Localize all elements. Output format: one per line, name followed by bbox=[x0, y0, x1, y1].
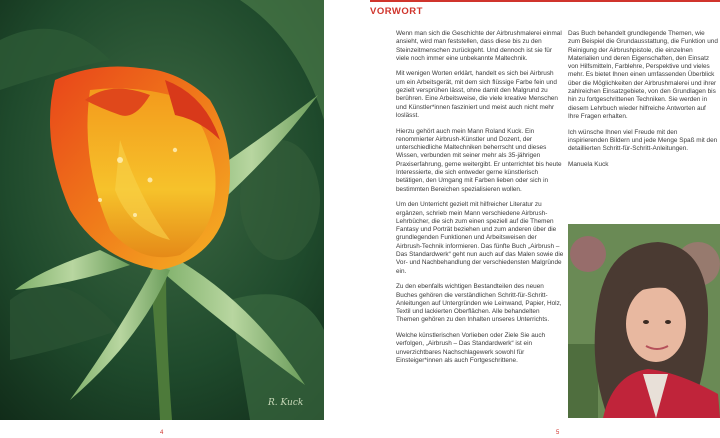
right-page bbox=[360, 0, 720, 438]
paragraph: Hierzu gehört auch mein Mann Roland Kuck. Ein renommierter Airbrush-Künstler und Dozent, der unterschiedliche Maltechniken beherrscht und dieses Wissen, verbunden mit seiner mehr als 35-jährigen Praxiserfahrung, gerne weitergibt. Er unterrichtet bis heute Interessierte, die sich entweder gerne künstlerisch betätigen, den Umgang mit Farben lieben oder sich in bestimmten Bereichen spezialisieren wollen. bbox=[396, 127, 562, 193]
rose-painting bbox=[0, 0, 324, 420]
paragraph: Welche künstlerischen Vorlieben oder Ziele Sie auch verfolgen, „Airbrush – Das Standardwerk“ ist ein unverzichtbares Nachschlagewerk sowohl für Einsteiger*innen als auch Fortgeschrittene. bbox=[396, 331, 546, 364]
author-portrait-image bbox=[568, 224, 720, 418]
author-signature: Manuela Kuck bbox=[568, 160, 609, 168]
text-column-1 bbox=[396, 30, 564, 372]
painting-signature: R. Kuck bbox=[268, 398, 304, 408]
paragraph: Das Buch behandelt grundlegende Themen, wie zum Beispiel die Grundausstattung, die Funktion und Reinigung der Airbrushpistole, die einzelnen Materialien und deren Eigenschaften, den Einsatz von Hilfsmitteln, Farblehre, Perspektive und vieles mehr. Es bietet Ihnen einen umfassenden Überblick über die Möglichkeiten der Airbrushmalerei und ihrer zahlreichen Einsatzgebiete, von den Grundlagen bis hin zu fortgeschrittenen Techniken. Sie werden in diesem Lehrbuch wieder hilfreiche Antworten auf Ihre Fragen erhalten. bbox=[568, 30, 718, 120]
rose-painting-image bbox=[0, 0, 324, 420]
page-title: VORWORT bbox=[370, 6, 423, 17]
page-number-left: 4 bbox=[160, 430, 164, 436]
paragraph: Um den Unterricht gezielt mit hilfreicher Literatur zu ergänzen, schrieb mein Mann verschiedene Airbrush-Lehrbücher, die sich zum einen speziell auf die Themen Fantasy und Porträt beziehen und zum anderen über die grundlegenden Funktionen und Arbeitsweisen der Airbrush-Technik informieren. Das fünfte Buch „Airbrush – Das Standardwerk“ geht nun auch auf das Malen sowie die Vor- und Nachbehandlung der verschiedensten Malgründe ein. bbox=[396, 201, 564, 275]
author-portrait bbox=[568, 224, 720, 418]
paragraph: Ich wünsche Ihnen viel Freude mit den inspirierenden Bildern und jede Menge Spaß mit den detaillierten Schritt-für-Schritt-Anleitungen. bbox=[568, 128, 718, 153]
paragraph: Mit wenigen Worten erklärt, handelt es sich bei Airbrush um ein Arbeitsgerät, mit dem sich flüssige Farbe fein und gezielt versprühen lässt, ohne damit den Malgrund zu berühren. Eine Arbeitsweise, die viele kreative Menschen und Künstler*innen fasziniert und meist auch nicht mehr loslässt. bbox=[396, 70, 558, 119]
text-column-2 bbox=[568, 30, 718, 176]
paragraph: Zu den ebenfalls wichtigen Bestandteilen des neuen Buches gehören die verständlichen Schritt-für-Schritt-Anleitungen auf Untergründen wie Leinwand, Papier, Holz, Textil und lackierten Oberflächen. Alle behandelten Themen gehören zu den Inhalten unseres Unterrichts. bbox=[396, 283, 562, 324]
page-number-right: 5 bbox=[556, 430, 560, 436]
header-rule bbox=[370, 0, 720, 2]
paragraph: Wenn man sich die Geschichte der Airbrushmalerei einmal ansieht, wird man feststellen, dass diese bis zu den Steinzeitmenschen zurückgeht. Und dennoch ist sie für viele noch immer eine unbekannte Maltechnik. bbox=[396, 30, 562, 62]
